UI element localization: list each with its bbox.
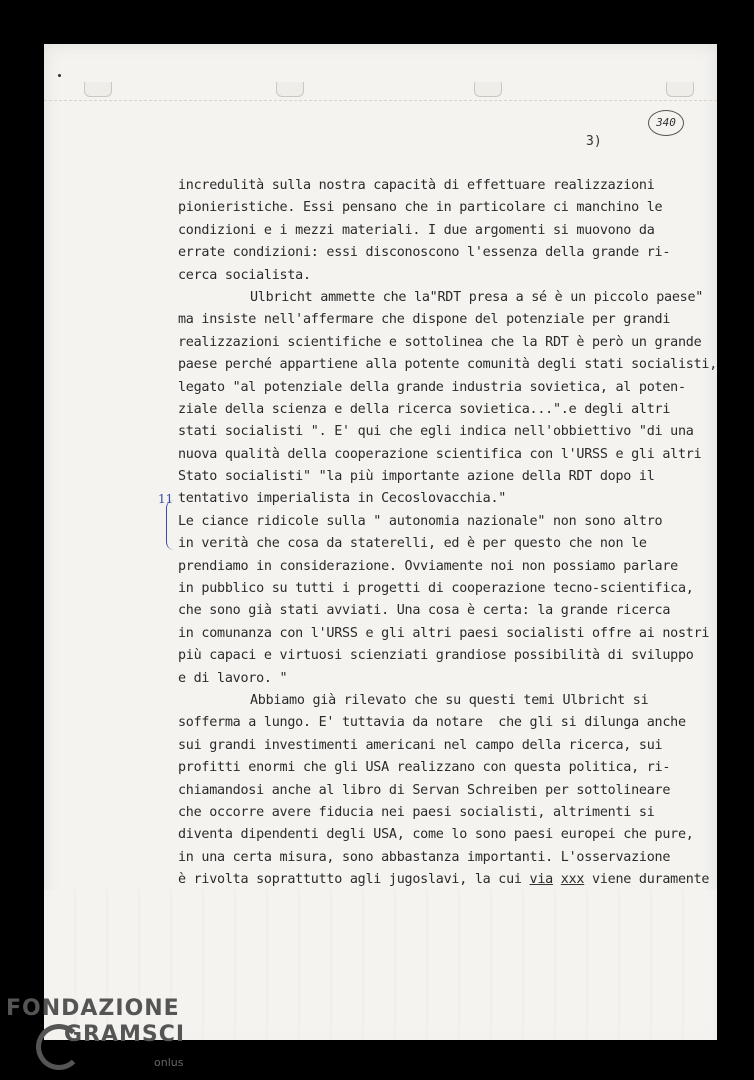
logo-line-1: FONDAZIONE (6, 996, 180, 1021)
text-line: profitti enormi che gli USA realizzano con questa politica, ri- (178, 760, 671, 776)
text-line: prendiamo in considerazione. Ovviamente noi non possiamo parlare (178, 558, 678, 574)
text-line: sui grandi investimenti americani nel campo della ricerca, sui (178, 737, 663, 753)
binder-tab (666, 82, 694, 97)
archive-number-stamp: 340 (648, 110, 684, 136)
text-line: in una certa misura, sono abbastanza importanti. L'osservazione (178, 849, 671, 865)
text-span: è rivolta soprattutto agli jugoslavi, la cui (178, 872, 530, 888)
text-line: pionieristiche. Essi pensano che in particolare ci manchino le (178, 200, 663, 216)
typewritten-text (178, 175, 718, 892)
text-line: legato "al potenziale della grande industria sovietica, al poten- (178, 379, 686, 395)
text-line: Abbiamo già rilevato che su questi temi Ulbricht si (250, 692, 649, 708)
text-line: cerca socialista. (178, 267, 311, 283)
logo-ring-icon (36, 1024, 82, 1070)
margin-bracket (166, 500, 177, 550)
text-span (553, 872, 561, 887)
text-line: che occorre avere fiducia nei paesi socialisti, altrimenti si (178, 804, 655, 820)
text-line: paese perché appartiene alla potente comunità degli stati socialisti, (178, 357, 718, 373)
scan-speck (58, 74, 61, 77)
binder-tab (474, 82, 502, 97)
logo-line-2: GRAMSCI (64, 1022, 186, 1047)
text-line: sofferma a lungo. E' tuttavia da notare che gli si dilunga anche (178, 715, 686, 731)
text-line: realizzazioni scientifiche e sottolinea che la RDT è però un grande (178, 334, 702, 350)
page-number: 3) (586, 134, 602, 149)
text-line: in comunanza con l'URSS e gli altri paesi socialisti offre ai nostri (178, 625, 710, 641)
binding-band (44, 88, 717, 101)
text-line: ma insiste nell'affermare che dispone del potenziale per grandi (178, 312, 671, 328)
margin-mark: 11 (158, 492, 174, 506)
underlined-word: via (529, 872, 553, 888)
text-line: Ulbricht ammette che la"RDT presa a sé è un piccolo paese" (250, 289, 704, 305)
text-line: in verità che cosa da staterelli, ed è per questo che non le (178, 536, 647, 552)
logo-suffix: onlus (154, 1056, 184, 1069)
binder-tab (276, 82, 304, 97)
text-line: diventa dipendenti degli USA, come lo sono paesi europei che pure, (178, 827, 694, 843)
text-line: tentativo imperialista in Cecoslovacchia." (178, 491, 507, 507)
text-line: chiamandosi anche al libro di Servan Schreiben per sottolineare (178, 782, 671, 798)
text-line: in pubblico su tutti i progetti di cooperazione tecno-scientifica, (178, 581, 694, 597)
text-line: Stato socialisti" "la più importante azione della RDT dopo il (178, 469, 655, 485)
text-line: errate condizioni: essi disconoscono l'essenza della grande ri- (178, 245, 671, 261)
text-line: ziale della scienza e della ricerca sovietica...".e degli altri (178, 401, 671, 417)
text-span: viene duramente (584, 872, 710, 888)
text-line: nuova qualità della cooperazione scientifica con l'URSS e gli altri (178, 446, 702, 462)
text-line: che sono già stati avviati. Una cosa è certa: la grande ricerca (178, 603, 671, 619)
underlined-word: xxx (560, 872, 585, 888)
archive-logo (6, 996, 186, 1069)
text-line: più capaci e virtuosi scienziati grandiose possibilità di sviluppo (178, 648, 694, 664)
text-line: incredulità sulla nostra capacità di effettuare realizzazioni (178, 178, 655, 193)
binder-tab (84, 82, 112, 97)
text-line: e di lavoro. " (178, 670, 288, 686)
text-line (178, 869, 710, 891)
text-line: stati socialisti ". E' qui che egli indica nell'obbiettivo "di una (178, 424, 694, 440)
text-line: condizioni e i mezzi materiali. I due argomenti si muovono da (178, 222, 655, 238)
text-line: Le ciance ridicole sulla " autonomia nazionale" non sono altro (178, 513, 663, 529)
